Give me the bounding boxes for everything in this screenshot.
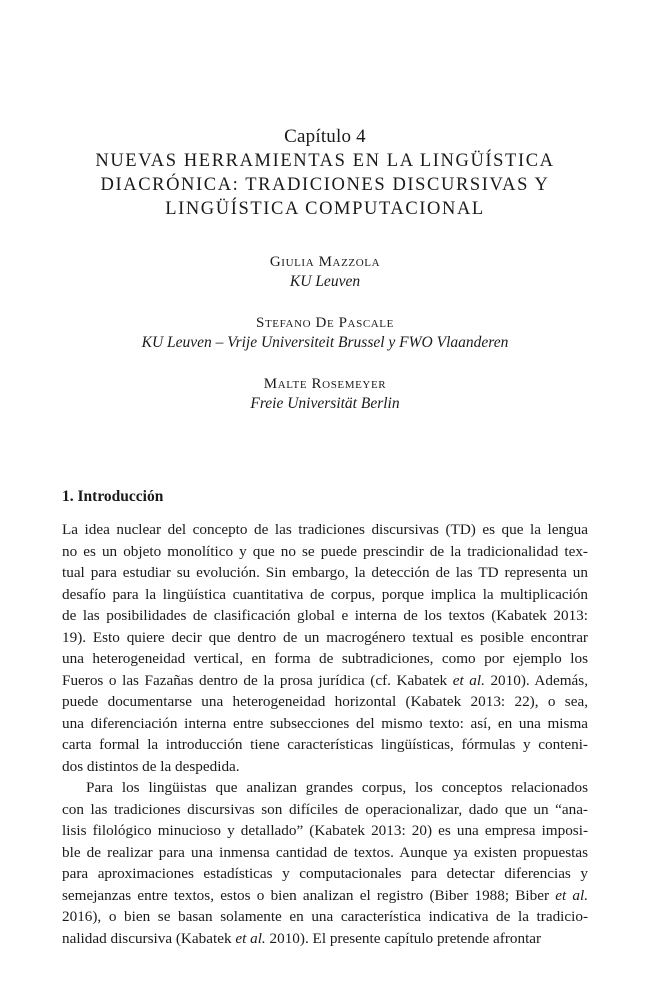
italic-text: et al. bbox=[235, 929, 266, 947]
text-line: Fueros o las Fazañas dentro de la prosa jurídica (cf. Kabatek et al. 2010). Además, bbox=[62, 671, 588, 689]
text-line: La idea nuclear del concepto de las tradiciones discursivas (TD) es que la lengua bbox=[62, 521, 588, 538]
author-block bbox=[40, 314, 610, 353]
text-line: semejanzas entre textos, estos o bien analizan el registro (Biber 1988; Biber et al. bbox=[62, 886, 588, 904]
text-line: puede documentarse una heterogeneidad horizontal (Kabatek 2013: 22), o sea, bbox=[62, 693, 588, 710]
author-block bbox=[40, 375, 610, 414]
author-affiliation: KU Leuven – Vrije Universiteit Brussel y FWO Vlaanderen bbox=[141, 334, 509, 351]
chapter-label: Capítulo 4 bbox=[284, 126, 366, 147]
author-block bbox=[40, 253, 610, 292]
chapter-title-line: NUEVAS HERRAMIENTAS EN LA LINGÜÍSTICA bbox=[95, 151, 555, 171]
italic-text: et al. bbox=[452, 671, 485, 689]
text-line: para aproximaciones estadísticas y computacionales para detectar diferencias y bbox=[62, 865, 588, 882]
paragraph bbox=[62, 777, 588, 949]
author-list bbox=[40, 253, 610, 436]
text-line: de las posibilidades de clasificación global e interna de los textos (Kabatek 2013: bbox=[62, 607, 588, 624]
author-name: Malte Rosemeyer bbox=[263, 376, 387, 392]
chapter-title-line: DIACRÓNICA: TRADICIONES DISCURSIVAS Y bbox=[100, 175, 550, 195]
text-line: Para los lingüistas que analizan grandes corpus, los conceptos relacionados bbox=[86, 779, 588, 796]
text-line: no es un objeto monolítico y que no se puede prescindir de la tradicionalidad tex- bbox=[62, 542, 588, 560]
author-name: Stefano De Pascale bbox=[256, 315, 394, 331]
text-line: tual para estudiar su evolución. Sin embargo, la detección de las TD representa un bbox=[62, 564, 588, 581]
text-line: una diferenciación interna entre subsecciones del mismo texto: así, en una misma bbox=[62, 714, 588, 732]
author-affiliation: KU Leuven bbox=[289, 273, 361, 290]
author-affiliation: Freie Universität Berlin bbox=[250, 395, 400, 412]
body-text bbox=[62, 519, 588, 949]
author-name: Giulia Mazzola bbox=[269, 254, 381, 270]
chapter-title-line: LINGÜÍSTICA COMPUTACIONAL bbox=[165, 199, 485, 219]
text-line: dos distintos de la despedida. bbox=[62, 757, 240, 775]
text-line: 19). Esto quiere decir que dentro de un macrogénero textual es posible encontrar bbox=[62, 628, 588, 646]
chapter-heading bbox=[60, 126, 590, 221]
text-line: lisis filológico minucioso y detallado” (Kabatek 2013: 20) es una empresa imposi- bbox=[62, 822, 588, 839]
text-line: con las tradiciones discursivas son difíciles de operacionalizar, dado que un “ana- bbox=[62, 800, 588, 818]
section-title: 1. Introducción bbox=[62, 488, 164, 505]
chapter-title bbox=[60, 149, 590, 221]
text-line: nalidad discursiva (Kabatek et al. 2010). El presente capítulo pretende afrontar bbox=[62, 929, 542, 947]
text-line: desafío para la lingüística cuantitativa de corpus, porque implica la multiplicación bbox=[62, 585, 588, 603]
paragraph bbox=[62, 519, 588, 777]
italic-text: et al. bbox=[555, 886, 588, 904]
text-line: 2016), o bien se basan solamente en una característica indicativa de la tradicio- bbox=[62, 908, 588, 925]
text-line: carta formal la introducción tiene características lingüísticas, fórmulas y conteni- bbox=[62, 736, 588, 753]
text-line: ble de realizar para una inmensa cantidad de textos. Aunque ya existen propuestas bbox=[62, 843, 588, 861]
text-line: una heterogeneidad vertical, en forma de subtradiciones, como por ejemplo los bbox=[62, 650, 588, 667]
